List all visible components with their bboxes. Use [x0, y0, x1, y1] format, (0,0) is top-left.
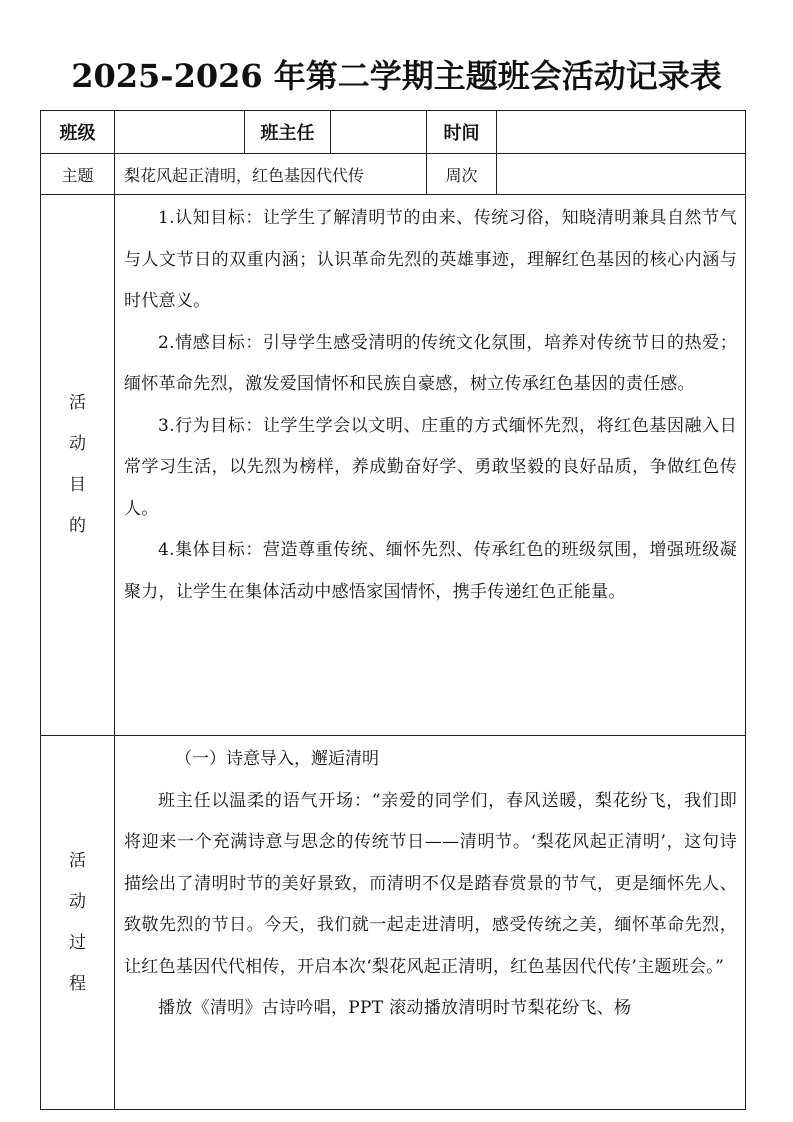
week-value-cell[interactable] — [497, 154, 746, 195]
week-label: 周次 — [427, 154, 497, 195]
process-content — [115, 736, 746, 1110]
time-value-cell[interactable] — [497, 111, 746, 154]
process-label-char: 程 — [69, 973, 86, 994]
time-label: 时间 — [427, 111, 497, 154]
theme-value: 梨花风起正清明，红色基因代代传 — [115, 154, 427, 195]
class-label: 班级 — [41, 111, 115, 154]
process-label-char: 过 — [69, 932, 86, 953]
purpose-paragraph: 3.行为目标：让学生学会以文明、庄重的方式缅怀先烈，将红色基因融入日常学习生活，以先烈为榜样，养成勤奋好学、勇敢坚毅的良好品质，争做红色传人。 — [124, 415, 737, 519]
purpose-label-char: 活 — [69, 393, 86, 413]
process-section-title: （一）诗意导入，邂逅清明 — [175, 749, 379, 769]
theme-row — [41, 154, 746, 195]
theme-label: 主题 — [41, 154, 115, 195]
purpose-label — [41, 195, 115, 736]
teacher-label: 班主任 — [245, 111, 331, 154]
process-row — [41, 736, 746, 1110]
process-paragraph: 播放《清明》古诗吟唱，PPT 滚动播放清明时节梨花纷飞、杨 — [158, 998, 632, 1018]
record-table — [40, 110, 746, 1110]
purpose-paragraph: 1.认知目标：让学生了解清明节的由来、传统习俗，知晓清明兼具自然节气与人文节日的双重内涵；认识革命先烈的英雄事迹，理解红色基因的核心内涵与时代意义。 — [124, 208, 737, 311]
process-label-char: 动 — [69, 891, 86, 912]
purpose-label-char: 的 — [69, 516, 86, 536]
page-title: 2025-2026 年第二学期主题班会活动记录表 — [71, 57, 722, 95]
purpose-paragraph: 2.情感目标：引导学生感受清明的传统文化氛围，培养对传统节日的热爱；缅怀革命先烈，激发爱国情怀和民族自豪感，树立传承红色基因的责任感。 — [124, 332, 737, 394]
teacher-value-cell[interactable] — [331, 111, 427, 154]
header-row — [41, 111, 746, 154]
process-label-char: 活 — [69, 850, 86, 871]
purpose-paragraph: 4.集体目标：营造尊重传统、缅怀先烈、传承红色的班级氛围，增强班级凝聚力，让学生在集体活动中感悟家国情怀，携手传递红色正能量。 — [124, 540, 737, 602]
purpose-row — [41, 195, 746, 736]
process-paragraph: 班主任以温柔的语气开场：“亲爱的同学们，春风送暖，梨花纷飞，我们即将迎来一个充满诗意与思念的传统节日——清明节。‘梨花风起正清明’，这句诗描绘出了清明时节的美好景致，而清明不仅是踏春赏景的节气，更是缅怀先人、致敬先烈的节日。今天，我们就一起走进清明，感受传统之美，缅怀革命先烈，让红色基因代代相传，开启本次‘梨花风起正清明，红色基因代代传’主题班会。” — [124, 790, 737, 977]
purpose-label-char: 目 — [69, 475, 86, 495]
class-value-cell[interactable] — [115, 111, 245, 154]
process-label — [41, 736, 115, 1110]
purpose-content — [115, 195, 746, 736]
purpose-label-char: 动 — [69, 434, 86, 454]
